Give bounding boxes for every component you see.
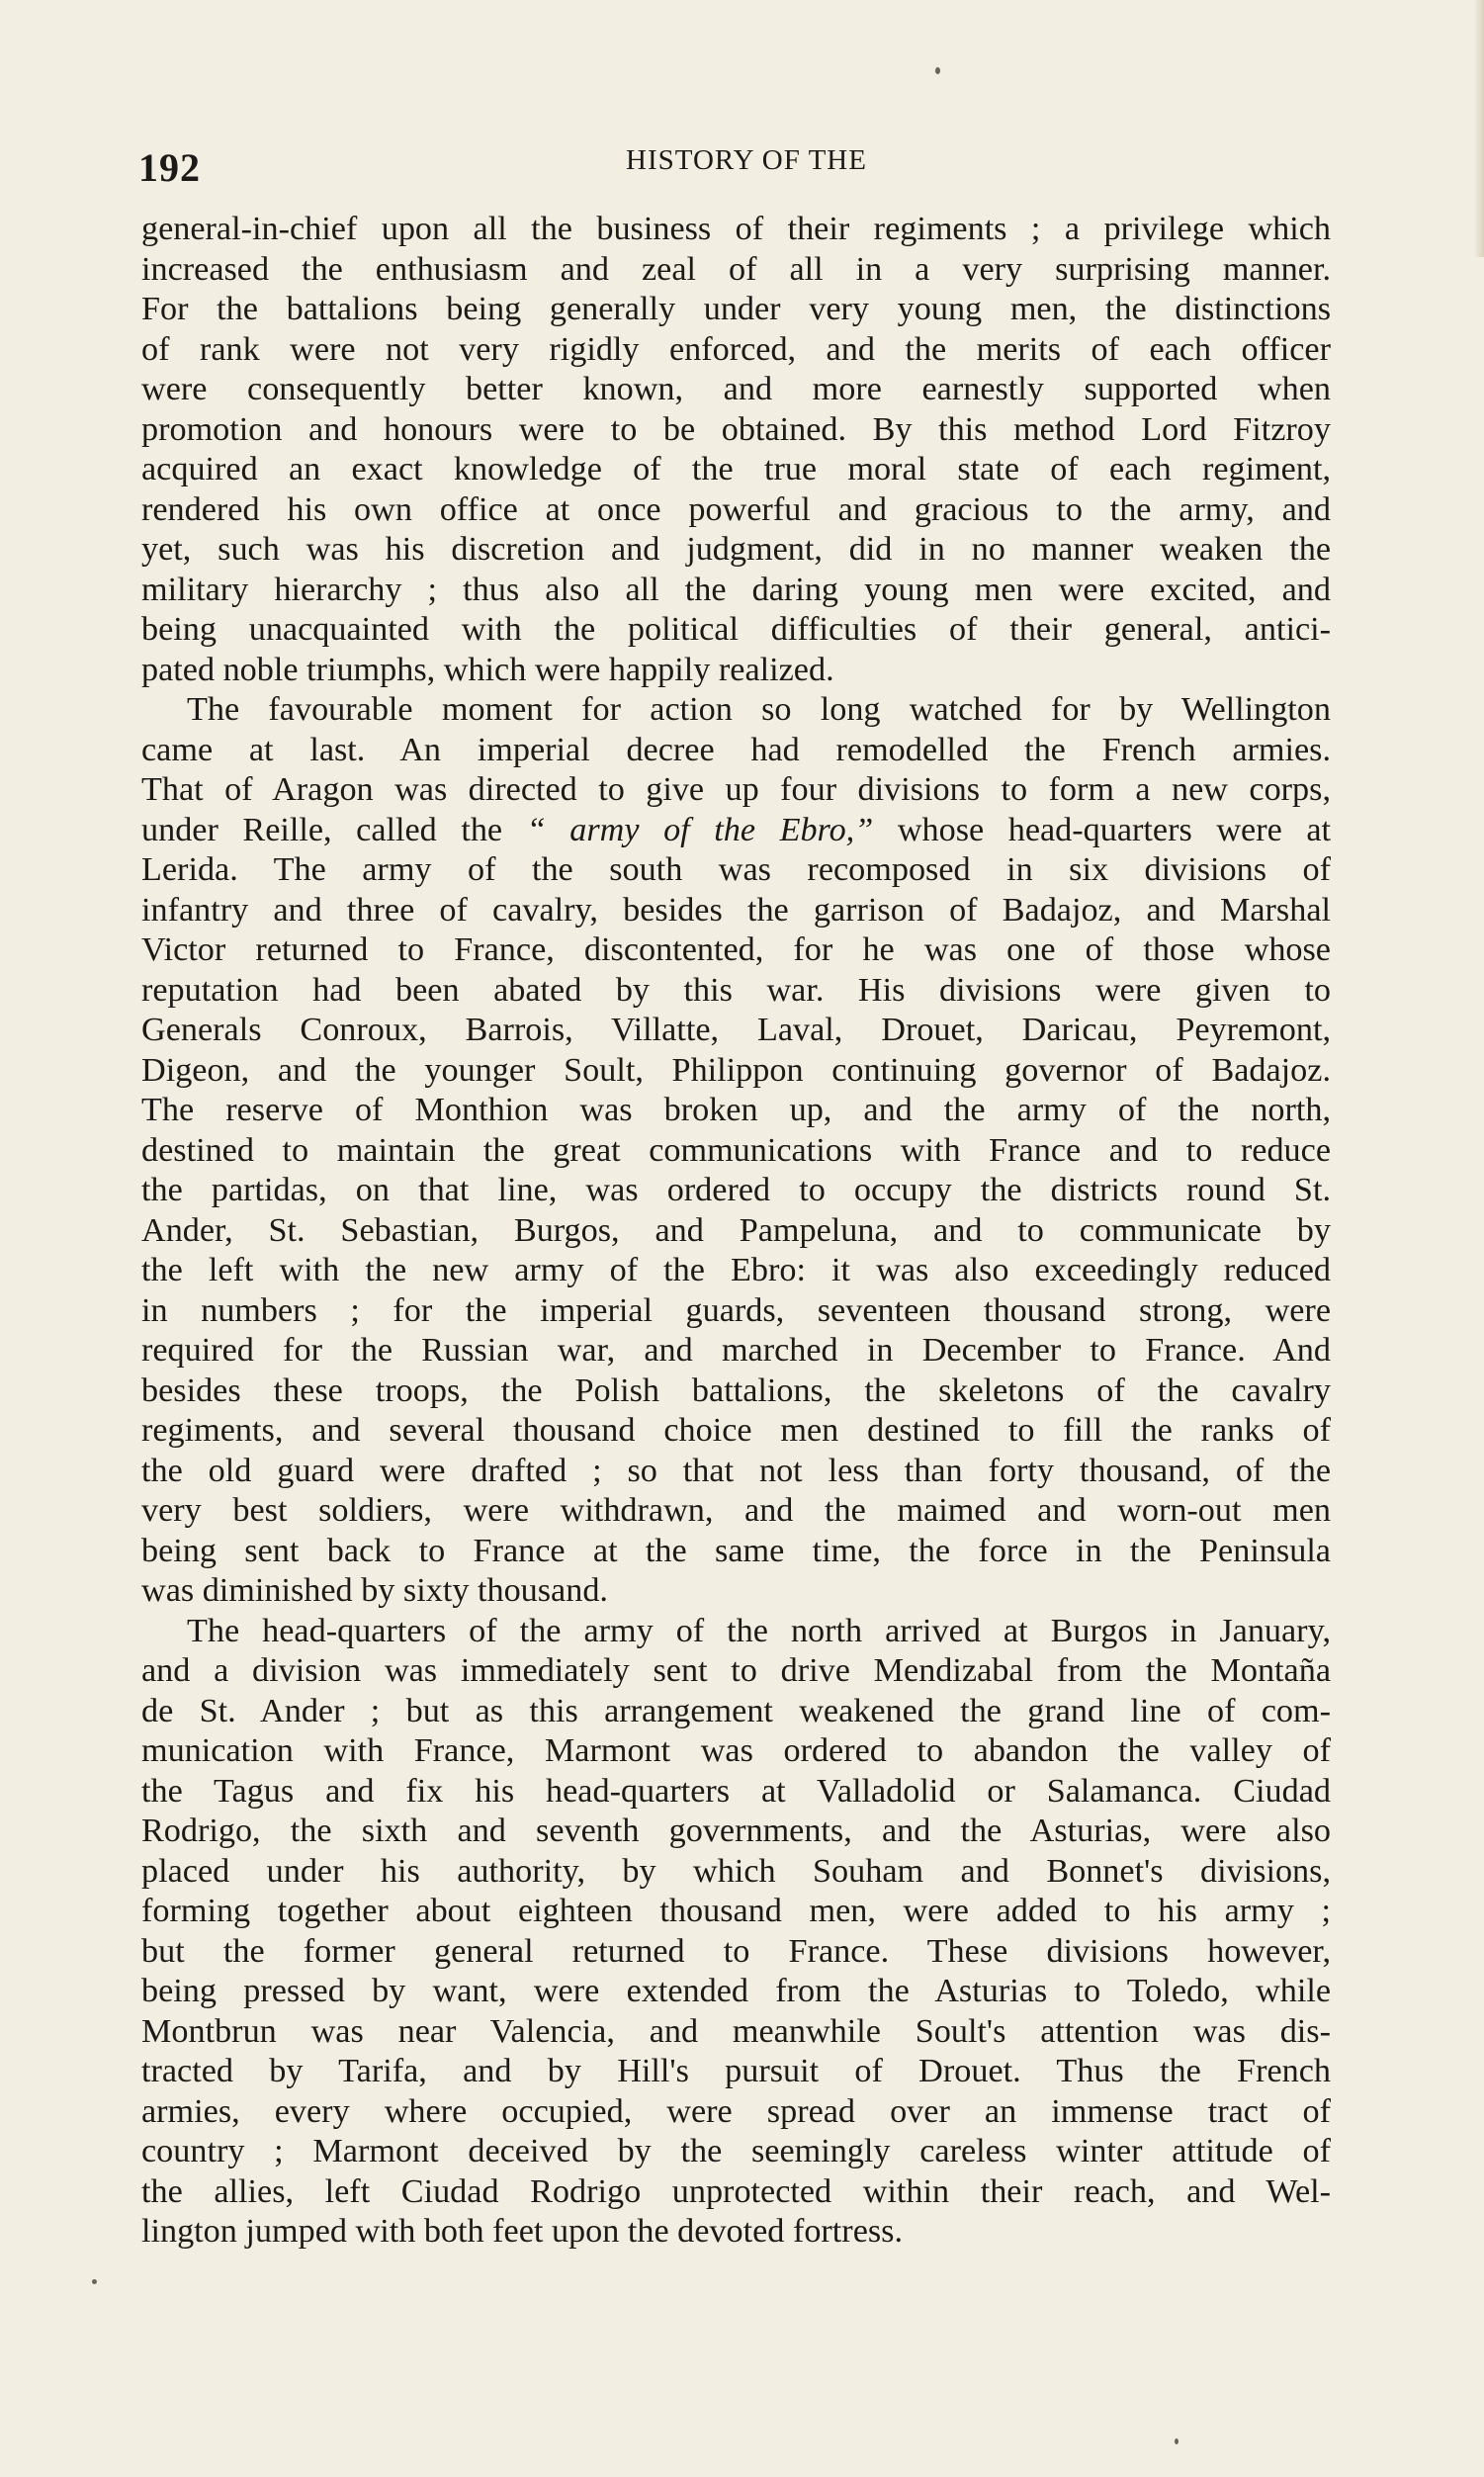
text-line: tracted by Tarifa, and by Hill's pursuit of Drouet. Thus the French [141, 2053, 1331, 2089]
text-line: were consequently better known, and more earnestly supported when [141, 371, 1331, 407]
text-line: destined to maintain the great communications with France and to reduce [141, 1131, 1331, 1169]
text-line: increased the enthusiasm and zeal of all in a very surprising manner. [141, 250, 1331, 288]
ink-speck [935, 67, 940, 74]
text-line: yet, such was his discretion and judgment, did in no manner weaken the [141, 531, 1331, 568]
text-line: Ander, St. Sebastian, Burgos, and Pampeluna, and to communicate by [141, 1211, 1331, 1249]
body-text [141, 210, 1331, 2253]
text-line: pated noble triumphs, which were happily realized. [141, 651, 834, 688]
text-line: promotion and honours were to be obtained. By this method Lord Fitzroy [141, 410, 1331, 448]
text-line: came at last. An imperial decree had remodelled the French armies. [141, 731, 1331, 768]
text-line: and a division was immediately sent to drive Mendizabal from the Montaña [141, 1652, 1331, 1689]
text-line: the partidas, on that line, was ordered to occupy the districts round St. [141, 1172, 1331, 1208]
text-line: Montbrun was near Valencia, and meanwhile Soult's attention was dis- [141, 2012, 1331, 2050]
text-line: forming together about eighteen thousand men, were added to his army ; [141, 1893, 1331, 1929]
text-line: reputation had been abated by this war. His divisions were given to [141, 971, 1331, 1009]
text-line-with-italic [141, 811, 1331, 851]
text-line: the old guard were drafted ; so that not less than forty thousand, of the [141, 1452, 1331, 1489]
text-line: the Tagus and fix his head-quarters at Valladolid or Salamanca. Ciudad [141, 1772, 1331, 1810]
running-head [138, 138, 1354, 188]
text-line: armies, every where occupied, were spread over an immense tract of [141, 2092, 1331, 2130]
text-line: Digeon, and the younger Soult, Philippon continuing governor of Badajoz. [141, 1051, 1331, 1089]
paragraph-first-line: The head-quarters of the army of the north arrived at Burgos in January, [187, 1612, 1331, 1649]
text-line: Victor returned to France, discontented, for he was one of those whose [141, 931, 1331, 968]
text-line: besides these troops, the Polish battalions, the skeletons of the cavalry [141, 1371, 1331, 1409]
text-line: being pressed by want, were extended from the Asturias to Toledo, while [141, 1973, 1331, 2009]
page-number: 192 [138, 145, 201, 190]
running-title: HISTORY OF THE [626, 144, 867, 176]
italic-phrase: “ army of the Ebro,” [526, 811, 874, 848]
text-line: being sent back to France at the same time, the force in the Peninsula [141, 1532, 1331, 1569]
ink-speck [92, 2279, 97, 2284]
text-fragment: whose head-quarters were at [873, 811, 1331, 848]
text-line: Generals Conroux, Barrois, Villatte, Laval, Drouet, Daricau, Peyremont, [141, 1012, 1331, 1048]
text-line: placed under his authority, by which Souham and Bonnet's divisions, [141, 1852, 1331, 1890]
text-line: but the former general returned to France. These divisions however, [141, 1932, 1331, 1970]
text-line: The reserve of Monthion was broken up, and the army of the north, [141, 1092, 1331, 1128]
paragraph-first-line: The favourable moment for action so long watched for by Wellington [187, 691, 1331, 728]
text-line: That of Aragon was directed to give up four divisions to form a new corps, [141, 771, 1331, 808]
text-line: Rodrigo, the sixth and seventh governments, and the Asturias, were also [141, 1813, 1331, 1849]
text-line: country ; Marmont deceived by the seemingly careless winter attitude of [141, 2133, 1331, 2169]
text-line: was diminished by sixty thousand. [141, 1572, 608, 1609]
text-line: Lerida. The army of the south was recomposed in six divisions of [141, 851, 1331, 888]
text-line: the left with the new army of the Ebro: it was also exceedingly reduced [141, 1252, 1331, 1288]
text-line: very best soldiers, were withdrawn, and the maimed and worn-out men [141, 1492, 1331, 1529]
text-line: acquired an exact knowledge of the true moral state of each regiment, [141, 451, 1331, 487]
text-line: de St. Ander ; but as this arrangement weakened the grand line of com- [141, 1692, 1331, 1729]
text-line: regiments, and several thousand choice men destined to fill the ranks of [141, 1412, 1331, 1449]
text-line: general-in-chief upon all the business of their regiments ; a privilege which [141, 211, 1331, 247]
text-line: of rank were not very rigidly enforced, and the merits of each officer [141, 330, 1331, 368]
text-line: being unacquainted with the political difficulties of their general, antici- [141, 611, 1331, 648]
text-line: lington jumped with both feet upon the devoted fortress. [141, 2213, 904, 2250]
text-line: munication with France, Marmont was ordered to abandon the valley of [141, 1732, 1331, 1769]
text-line: military hierarchy ; thus also all the daring young men were excited, and [141, 571, 1331, 608]
text-line: required for the Russian war, and marched in December to France. And [141, 1332, 1331, 1369]
text-line: in numbers ; for the imperial guards, seventeen thousand strong, were [141, 1291, 1331, 1329]
page-edge-shadow [1474, 0, 1484, 257]
ink-speck [1175, 2438, 1178, 2444]
text-line: rendered his own office at once powerful and gracious to the army, and [141, 490, 1331, 528]
text-line: infantry and three of cavalry, besides the garrison of Badajoz, and Marshal [141, 891, 1331, 929]
text-line: For the battalions being generally under very young men, the distinctions [141, 291, 1331, 327]
text-line: the allies, left Ciudad Rodrigo unprotected within their reach, and Wel- [141, 2172, 1331, 2210]
text-fragment: under Reille, called the [141, 811, 503, 848]
